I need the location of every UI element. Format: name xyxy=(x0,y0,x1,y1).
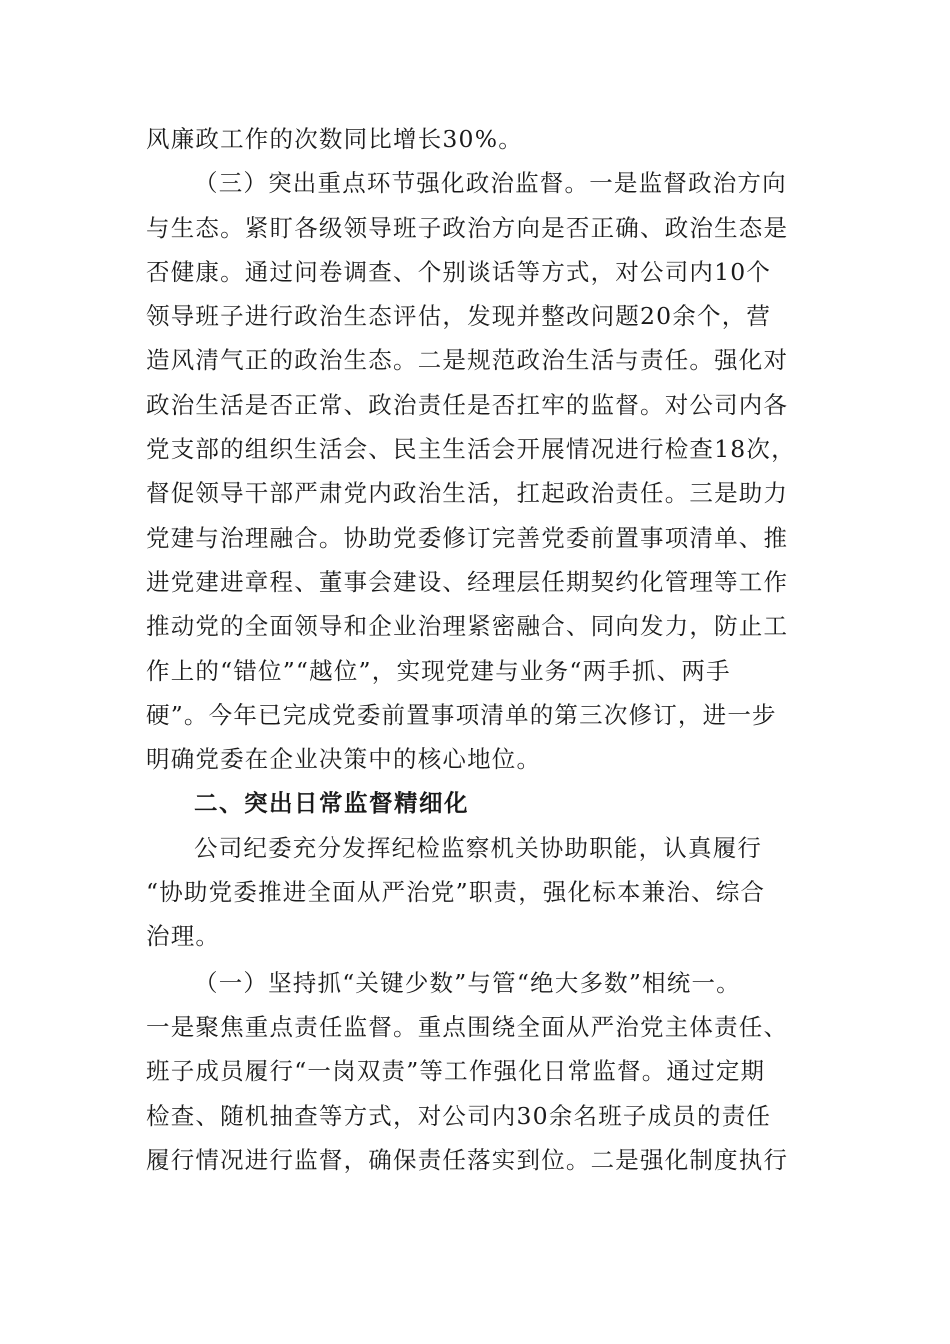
body-line: 检查、随机抽查等方式，对公司内30余名班子成员的责任 xyxy=(146,1101,772,1130)
section-heading: 二、突出日常监督精细化 xyxy=(194,789,469,818)
body-line: 明确党委在企业决策中的核心地位。 xyxy=(146,745,542,774)
body-line: 造风清气正的政治生态。二是规范政治生活与责任。强化对 xyxy=(146,346,789,375)
document-body xyxy=(146,117,826,1182)
body-line: 进党建进章程、董事会建设、经理层任期契约化管理等工作 xyxy=(146,567,789,596)
body-line: 党建与治理融合。协助党委修订完善党委前置事项清单、推 xyxy=(146,523,789,552)
body-line: 党支部的组织生活会、民主生活会开展情况进行检查18次， xyxy=(146,435,796,464)
subsection-heading-line: （一）坚持抓“关键少数”与管“绝大多数”相统一。 xyxy=(194,968,741,997)
body-line: 政治生活是否正常、政治责任是否扛牢的监督。对公司内各 xyxy=(146,390,789,419)
body-line: 风廉政工作的次数同比增长30%。 xyxy=(146,125,523,153)
body-line: 班子成员履行“一岗双责”等工作强化日常监督。通过定期 xyxy=(146,1057,766,1086)
body-line: 领导班子进行政治生态评估，发现并整改问题20余个，营 xyxy=(146,302,772,331)
body-line: 治理。 xyxy=(146,922,221,951)
body-line: 推动党的全面领导和企业治理紧密融合、同向发力，防止工 xyxy=(146,612,789,641)
body-line: 否健康。通过问卷调查、个别谈话等方式，对公司内10个 xyxy=(146,257,772,286)
body-line: 硬”。今年已完成党委前置事项清单的第三次修订，进一步 xyxy=(146,700,777,729)
body-line: 公司纪委充分发挥纪检监察机关协助职能，认真履行 xyxy=(194,833,763,862)
body-line: “协助党委推进全面从严治党”职责，强化标本兼治、综合 xyxy=(146,878,766,907)
body-line: 督促领导干部严肃党内政治生活，扛起政治责任。三是助力 xyxy=(146,479,789,508)
body-line: 作上的“错位”“越位”，实现党建与业务“两手抓、两手 xyxy=(146,656,731,685)
subsection-heading-line: （三）突出重点环节强化政治监督。一是监督政治方向 xyxy=(194,169,787,198)
body-line: 履行情况进行监督，确保责任落实到位。二是强化制度执行 xyxy=(146,1145,789,1174)
body-line: 与生态。紧盯各级领导班子政治方向是否正确、政治生态是 xyxy=(146,213,789,242)
body-line: 一是聚焦重点责任监督。重点围绕全面从严治党主体责任、 xyxy=(146,1012,789,1041)
